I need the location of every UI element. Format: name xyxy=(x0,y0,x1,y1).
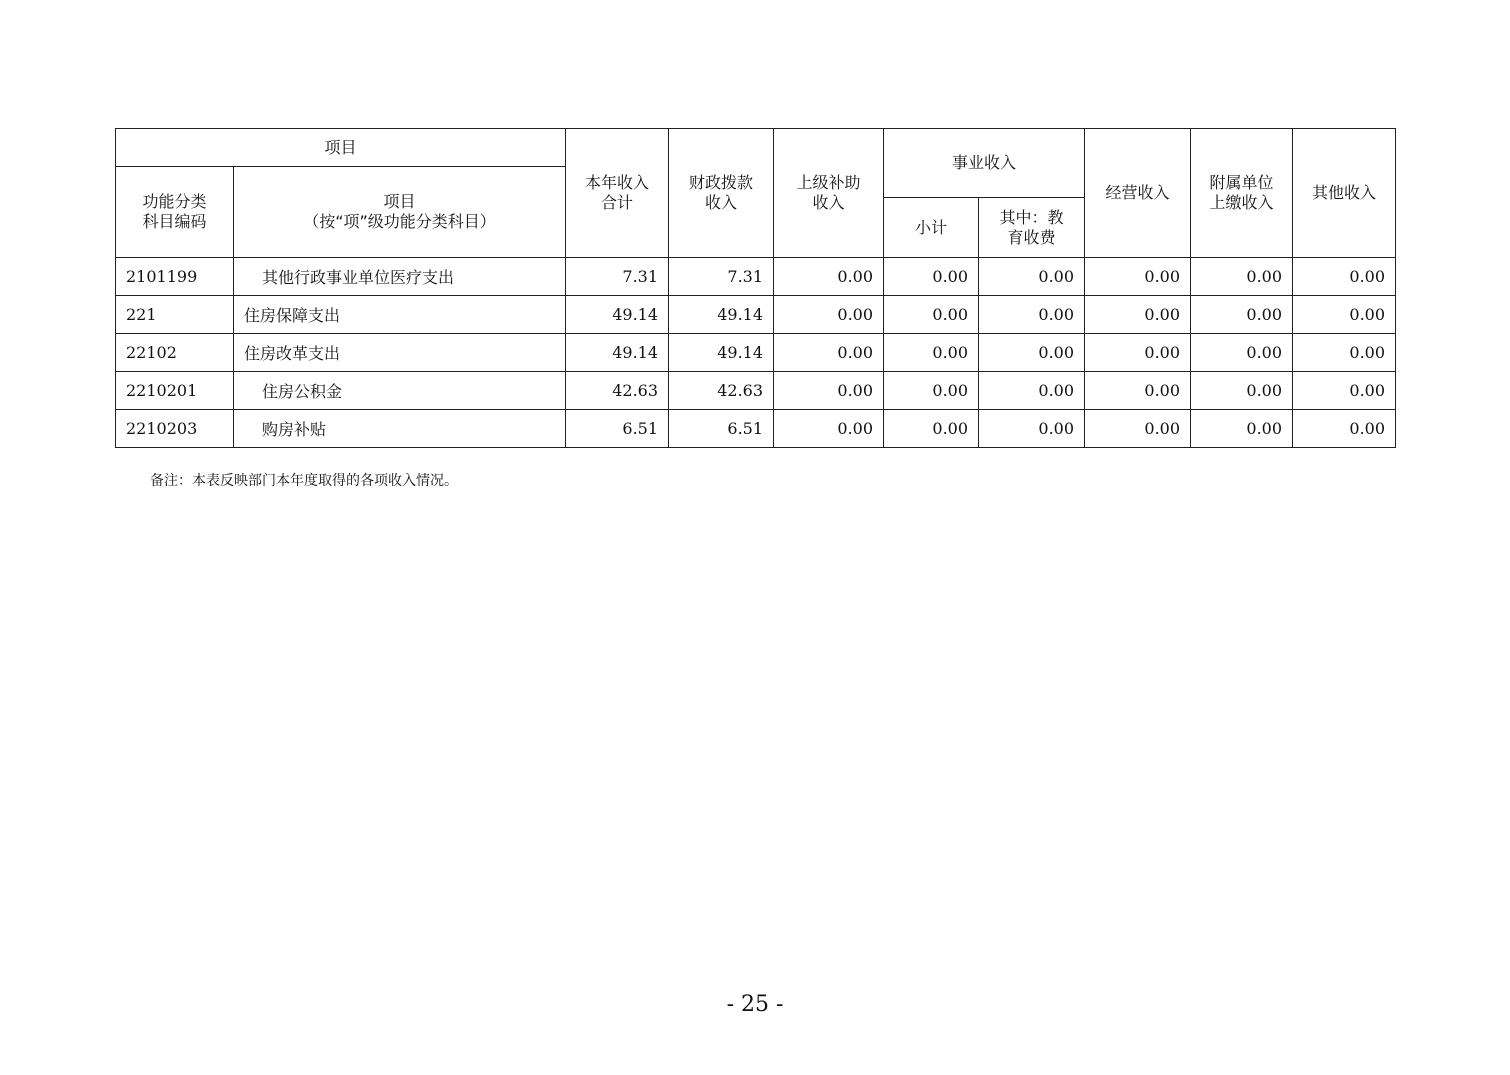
row-name: 住房改革支出 xyxy=(234,334,566,372)
table-row xyxy=(116,296,1396,334)
header-business-group: 事业收入 xyxy=(884,129,1085,198)
row-total: 6.51 xyxy=(566,410,669,448)
row-edu: 0.00 xyxy=(979,258,1085,296)
row-superior: 0.00 xyxy=(774,334,884,372)
row-code: 2210201 xyxy=(116,372,234,410)
row-subtotal: 0.00 xyxy=(884,410,979,448)
row-total: 49.14 xyxy=(566,296,669,334)
row-affiliated: 0.00 xyxy=(1191,296,1293,334)
row-other: 0.00 xyxy=(1293,372,1396,410)
row-other: 0.00 xyxy=(1293,334,1396,372)
row-subtotal: 0.00 xyxy=(884,296,979,334)
row-subtotal: 0.00 xyxy=(884,372,979,410)
header-name: 项目 （按“项”级功能分类科目） xyxy=(234,167,566,258)
row-operating: 0.00 xyxy=(1085,296,1191,334)
table-body xyxy=(116,258,1396,448)
header-project-group: 项目 xyxy=(116,129,566,167)
row-fiscal: 7.31 xyxy=(669,258,774,296)
row-operating: 0.00 xyxy=(1085,410,1191,448)
table-note: 备注：本表反映部门本年度取得的各项收入情况。 xyxy=(150,473,458,489)
header-other: 其他收入 xyxy=(1293,129,1396,258)
header-operating: 经营收入 xyxy=(1085,129,1191,258)
header-code: 功能分类 科目编码 xyxy=(116,167,234,258)
row-edu: 0.00 xyxy=(979,410,1085,448)
row-total: 49.14 xyxy=(566,334,669,372)
row-affiliated: 0.00 xyxy=(1191,410,1293,448)
row-other: 0.00 xyxy=(1293,410,1396,448)
row-name: 住房公积金 xyxy=(234,372,566,410)
row-code: 2101199 xyxy=(116,258,234,296)
row-total: 42.63 xyxy=(566,372,669,410)
row-code: 22102 xyxy=(116,334,234,372)
row-affiliated: 0.00 xyxy=(1191,258,1293,296)
header-affiliated: 附属单位 上缴收入 xyxy=(1191,129,1293,258)
row-other: 0.00 xyxy=(1293,296,1396,334)
table-row xyxy=(116,334,1396,372)
header-fiscal: 财政拨款 收入 xyxy=(669,129,774,258)
header-business-edu: 其中：教 育收费 xyxy=(979,198,1085,258)
row-fiscal: 6.51 xyxy=(669,410,774,448)
row-other: 0.00 xyxy=(1293,258,1396,296)
row-affiliated: 0.00 xyxy=(1191,372,1293,410)
row-fiscal: 42.63 xyxy=(669,372,774,410)
row-superior: 0.00 xyxy=(774,296,884,334)
header-business-subtotal: 小计 xyxy=(884,198,979,258)
row-superior: 0.00 xyxy=(774,258,884,296)
row-fiscal: 49.14 xyxy=(669,334,774,372)
row-edu: 0.00 xyxy=(979,296,1085,334)
row-code: 2210203 xyxy=(116,410,234,448)
page-number: - 25 - xyxy=(726,992,784,1017)
row-name: 住房保障支出 xyxy=(234,296,566,334)
header-total: 本年收入 合计 xyxy=(566,129,669,258)
row-edu: 0.00 xyxy=(979,334,1085,372)
row-subtotal: 0.00 xyxy=(884,334,979,372)
row-superior: 0.00 xyxy=(774,410,884,448)
row-name: 其他行政事业单位医疗支出 xyxy=(234,258,566,296)
row-total: 7.31 xyxy=(566,258,669,296)
table-row xyxy=(116,258,1396,296)
row-superior: 0.00 xyxy=(774,372,884,410)
row-operating: 0.00 xyxy=(1085,258,1191,296)
row-code: 221 xyxy=(116,296,234,334)
row-affiliated: 0.00 xyxy=(1191,334,1293,372)
row-fiscal: 49.14 xyxy=(669,296,774,334)
header-superior: 上级补助 收入 xyxy=(774,129,884,258)
row-name: 购房补贴 xyxy=(234,410,566,448)
table-row xyxy=(116,372,1396,410)
row-edu: 0.00 xyxy=(979,372,1085,410)
table-header xyxy=(116,129,1396,258)
table-row xyxy=(116,410,1396,448)
row-subtotal: 0.00 xyxy=(884,258,979,296)
row-operating: 0.00 xyxy=(1085,334,1191,372)
income-table xyxy=(115,128,1396,448)
row-operating: 0.00 xyxy=(1085,372,1191,410)
